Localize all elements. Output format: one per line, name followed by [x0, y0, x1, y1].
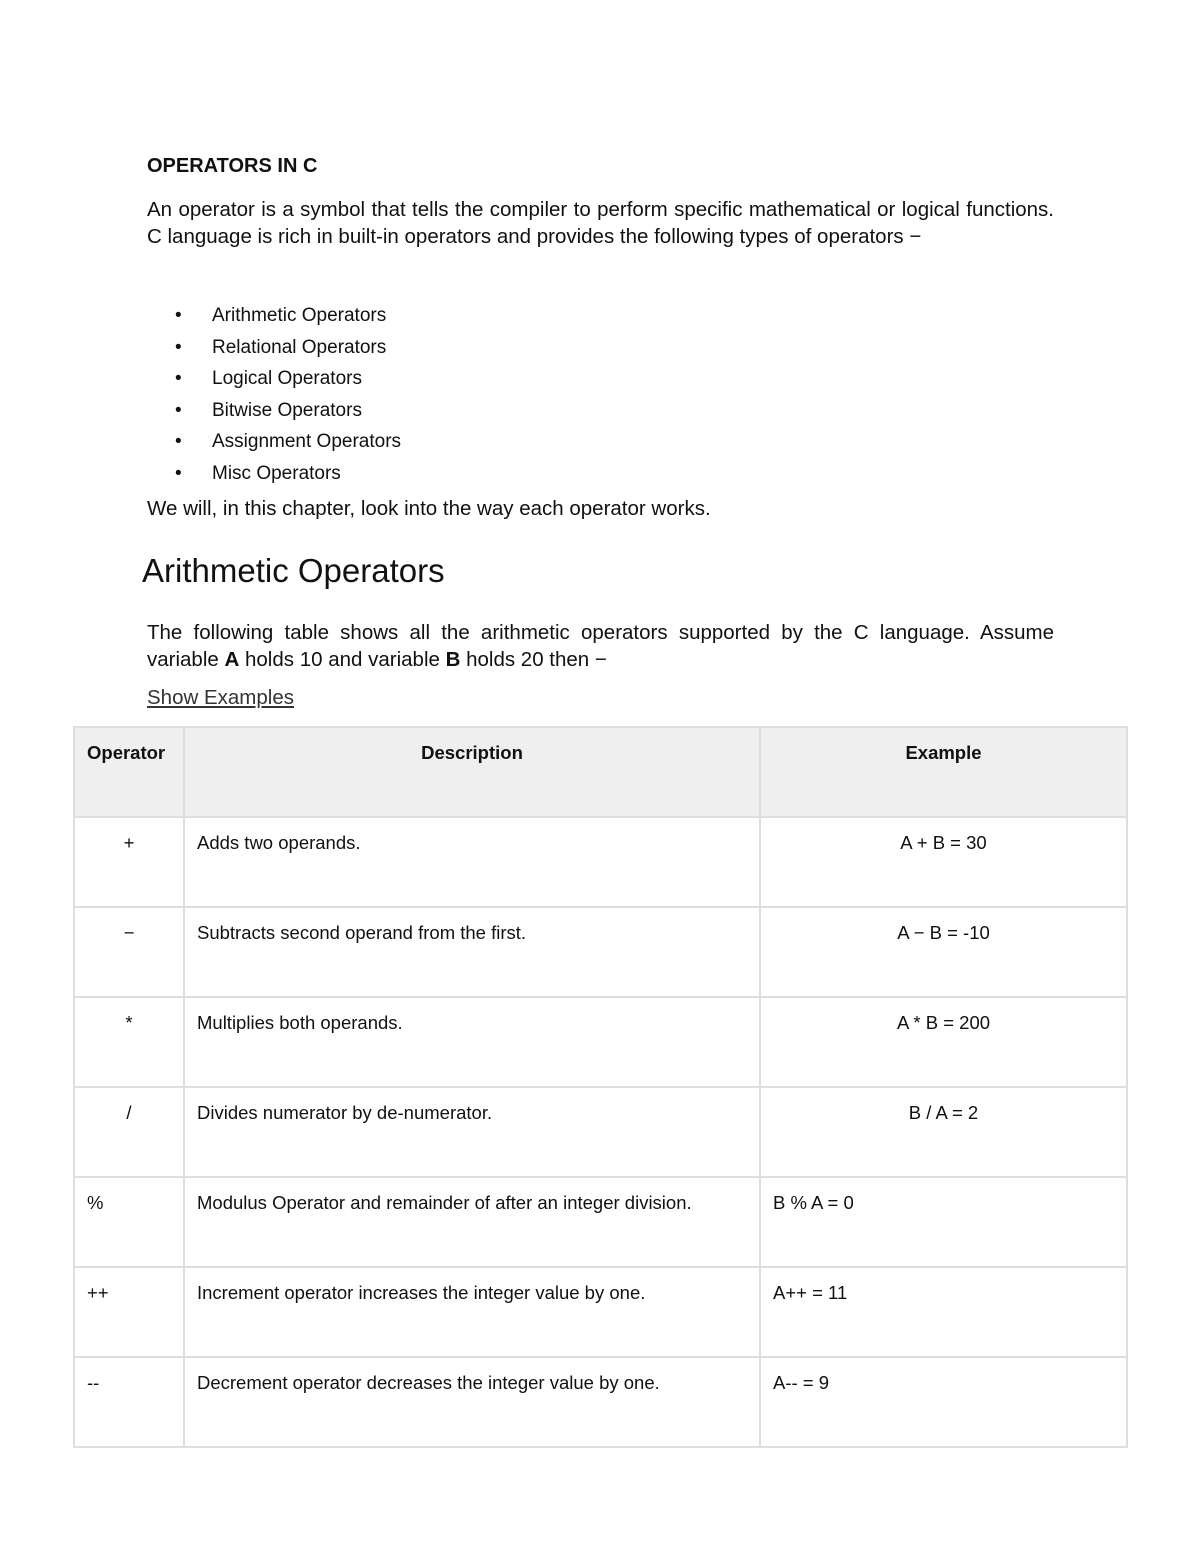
bullet-icon: • [175, 368, 182, 389]
list-item-label: Misc Operators [212, 462, 341, 484]
show-examples-link[interactable]: Show Examples [147, 686, 294, 709]
list-item [147, 334, 401, 366]
operator-cell: − [74, 907, 184, 997]
example-cell: A++ = 11 [760, 1267, 1127, 1357]
text: holds 20 then − [460, 648, 607, 671]
example-cell: B / A = 2 [760, 1087, 1127, 1177]
table-row [74, 907, 1127, 997]
list-item [147, 397, 401, 429]
example-cell: A + B = 30 [760, 817, 1127, 907]
header-operator: Operator [74, 727, 184, 817]
description-cell: Increment operator increases the integer value by one. [184, 1267, 760, 1357]
header-example: Example [760, 727, 1127, 817]
variable-a: A [224, 648, 240, 671]
list-item-label: Assignment Operators [212, 431, 402, 452]
example-cell: B % A = 0 [760, 1177, 1127, 1267]
operator-types-list [147, 302, 401, 491]
operator-cell: * [74, 997, 184, 1087]
list-item-label: Arithmetic Operators [212, 305, 387, 326]
list-item [147, 302, 401, 334]
bullet-icon: • [175, 305, 182, 326]
description-cell: Divides numerator by de-numerator. [184, 1087, 760, 1177]
table-row [74, 1087, 1127, 1177]
list-item [147, 365, 401, 397]
example-cell: A − B = -10 [760, 907, 1127, 997]
list-item [147, 460, 401, 492]
operator-cell: -- [74, 1357, 184, 1447]
list-item [147, 428, 401, 460]
table-row [74, 997, 1127, 1087]
section-heading: Arithmetic Operators [142, 552, 445, 589]
operator-cell: + [74, 817, 184, 907]
operator-cell: % [74, 1177, 184, 1267]
variable-b: B [445, 648, 461, 671]
table-row [74, 817, 1127, 907]
description-cell: Decrement operator decreases the integer value by one. [184, 1357, 760, 1447]
table-header-row [74, 727, 1127, 817]
operator-cell: ++ [74, 1267, 184, 1357]
list-item-label: Bitwise Operators [212, 399, 362, 421]
table-row [74, 1357, 1127, 1447]
text: The following table shows all the arithmetic operators supported by the C language. Assume variable [147, 621, 1054, 671]
operator-cell: / [74, 1087, 184, 1177]
bullet-icon: • [175, 462, 182, 484]
list-item-label: Logical Operators [212, 368, 362, 389]
intro-paragraph: An operator is a symbol that tells the compiler to perform specific mathematical or logical functions. C language is rich in built-in operators and provides the following types of operators − [147, 198, 1054, 248]
table-row [74, 1267, 1127, 1357]
document-title: OPERATORS IN C [147, 155, 318, 177]
description-cell: Multiplies both operands. [184, 997, 760, 1087]
closing-sentence: We will, in this chapter, look into the way each operator works. [147, 497, 711, 520]
text: holds 10 and variable [239, 648, 446, 671]
bullet-icon: • [175, 336, 182, 358]
table-row [74, 1177, 1127, 1267]
list-item-label: Relational Operators [212, 336, 387, 358]
arithmetic-operators-table [73, 726, 1128, 1448]
header-description: Description [184, 727, 760, 817]
example-cell: A-- = 9 [760, 1357, 1127, 1447]
example-cell: A * B = 200 [760, 997, 1127, 1087]
bullet-icon: • [175, 431, 182, 452]
description-cell: Subtracts second operand from the first. [184, 907, 760, 997]
description-cell: Adds two operands. [184, 817, 760, 907]
bullet-icon: • [175, 399, 182, 421]
section-paragraph [147, 619, 1054, 673]
description-cell: Modulus Operator and remainder of after an integer division. [184, 1177, 760, 1267]
